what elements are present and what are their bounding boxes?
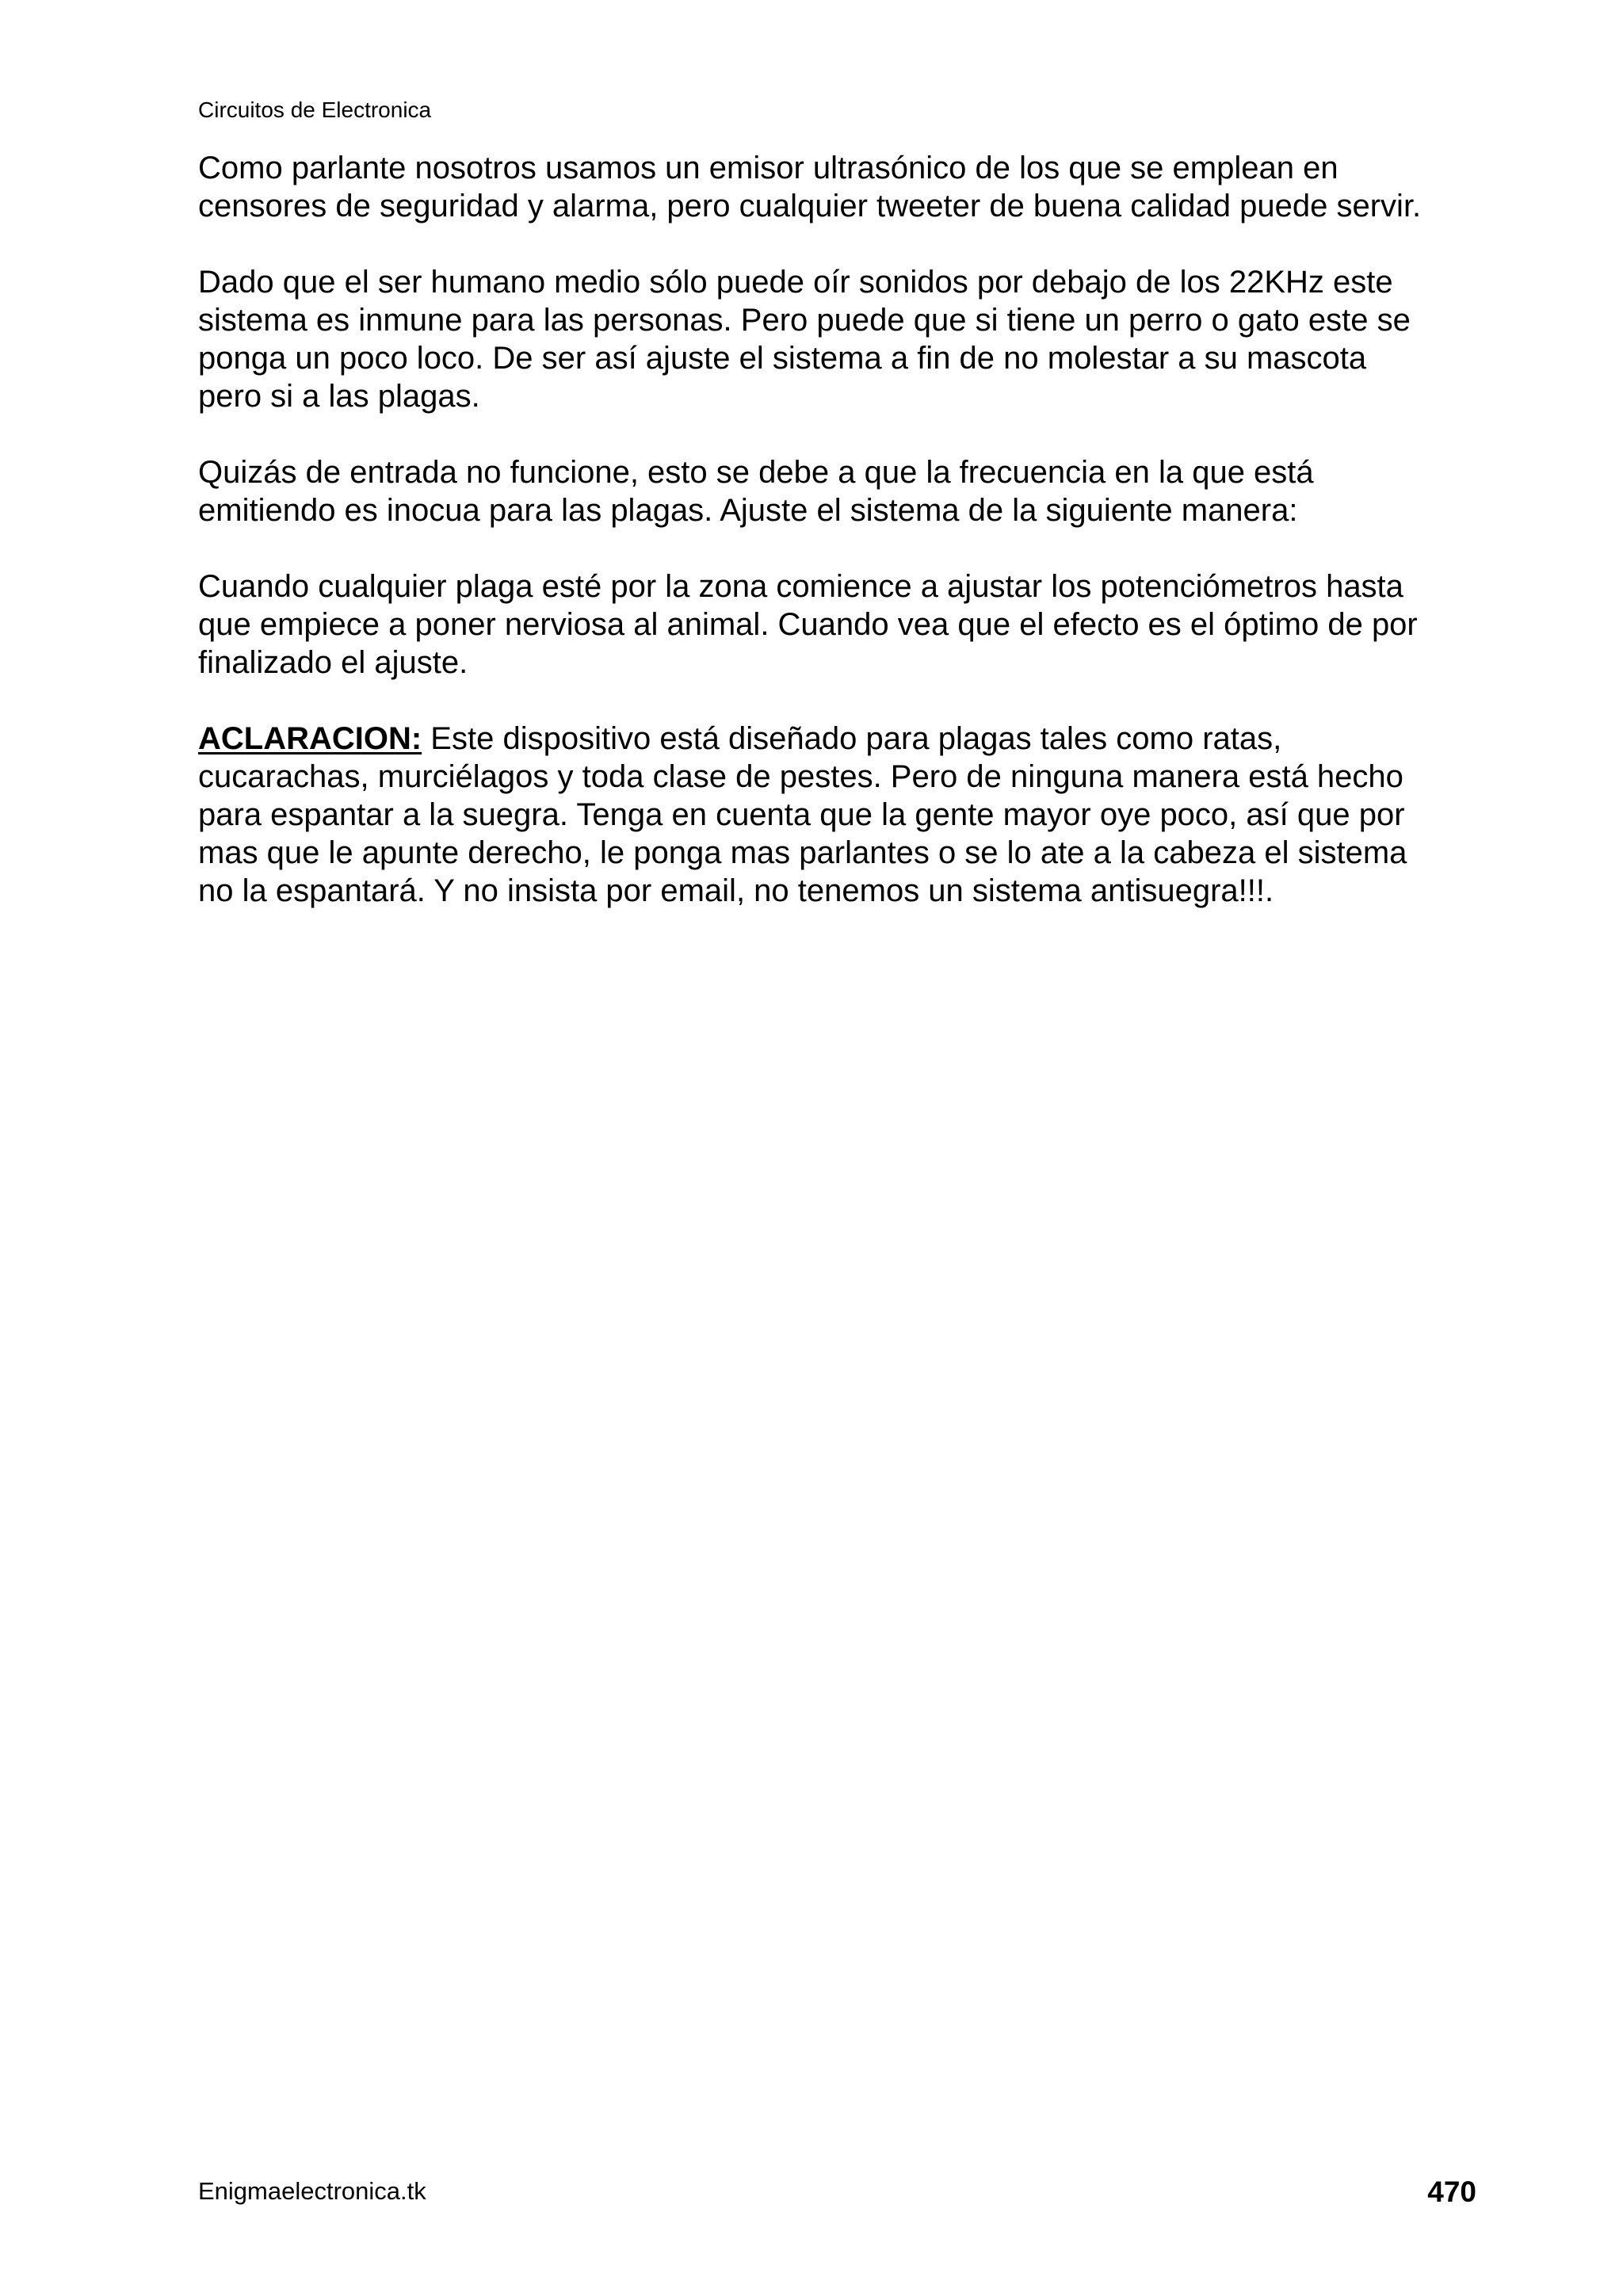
running-header: Circuitos de Electronica — [198, 97, 432, 122]
text-line: no la espantará. Y no insista por email, no tenemos un sistema antisuegra!!!. — [198, 873, 1274, 908]
text-line: sistema es inmune para las personas. Pero puede que si tiene un perro o gato este se — [198, 303, 1411, 338]
text-line: censores de seguridad y alarma, pero cualquier tweeter de buena calidad puede servir. — [198, 189, 1422, 223]
text-line: cucarachas, murciélagos y toda clase de pestes. Pero de ninguna manera está hecho — [198, 759, 1403, 794]
text-line: finalizado el ajuste. — [198, 645, 468, 680]
body-text — [198, 149, 1514, 948]
text-line: emitiendo es inocua para las plagas. Ajuste el sistema de la siguiente manera: — [198, 493, 1298, 528]
paragraph-note — [198, 720, 1514, 910]
text-line: que empiece a poner nerviosa al animal. Cuando vea que el efecto es el óptimo de por — [198, 607, 1418, 642]
paragraph-hearing — [198, 263, 1514, 415]
footer-site: Enigmaelectronica.tk — [198, 2177, 426, 2205]
paragraph-frequency — [198, 453, 1514, 529]
paragraph-adjustment — [198, 567, 1514, 682]
text-line: Como parlante nosotros usamos un emisor ultrasónico de los que se emplean en — [198, 151, 1338, 185]
paragraph-speaker — [198, 149, 1514, 225]
note-first-line: Este dispositivo está diseñado para plagas tales como ratas, — [422, 721, 1282, 756]
text-line: mas que le apunte derecho, le ponga mas parlantes o se lo ate a la cabeza el sistema — [198, 835, 1407, 870]
text-line: Cuando cualquier plaga esté por la zona comience a ajustar los potenciómetros hasta — [198, 569, 1403, 604]
text-line — [198, 720, 1514, 758]
page-number: 470 — [1427, 2176, 1476, 2208]
text-line: para espantar a la suegra. Tenga en cuenta que la gente mayor oye poco, así que por — [198, 797, 1405, 832]
text-line: ponga un poco loco. De ser así ajuste el sistema a fin de no molestar a su mascota — [198, 341, 1367, 376]
note-label: ACLARACION: — [198, 721, 422, 756]
text-line: Quizás de entrada no funcione, esto se debe a que la frecuencia en la que está — [198, 455, 1314, 490]
text-line: Dado que el ser humano medio sólo puede oír sonidos por debajo de los 22KHz este — [198, 265, 1393, 300]
text-line: pero si a las plagas. — [198, 379, 480, 414]
